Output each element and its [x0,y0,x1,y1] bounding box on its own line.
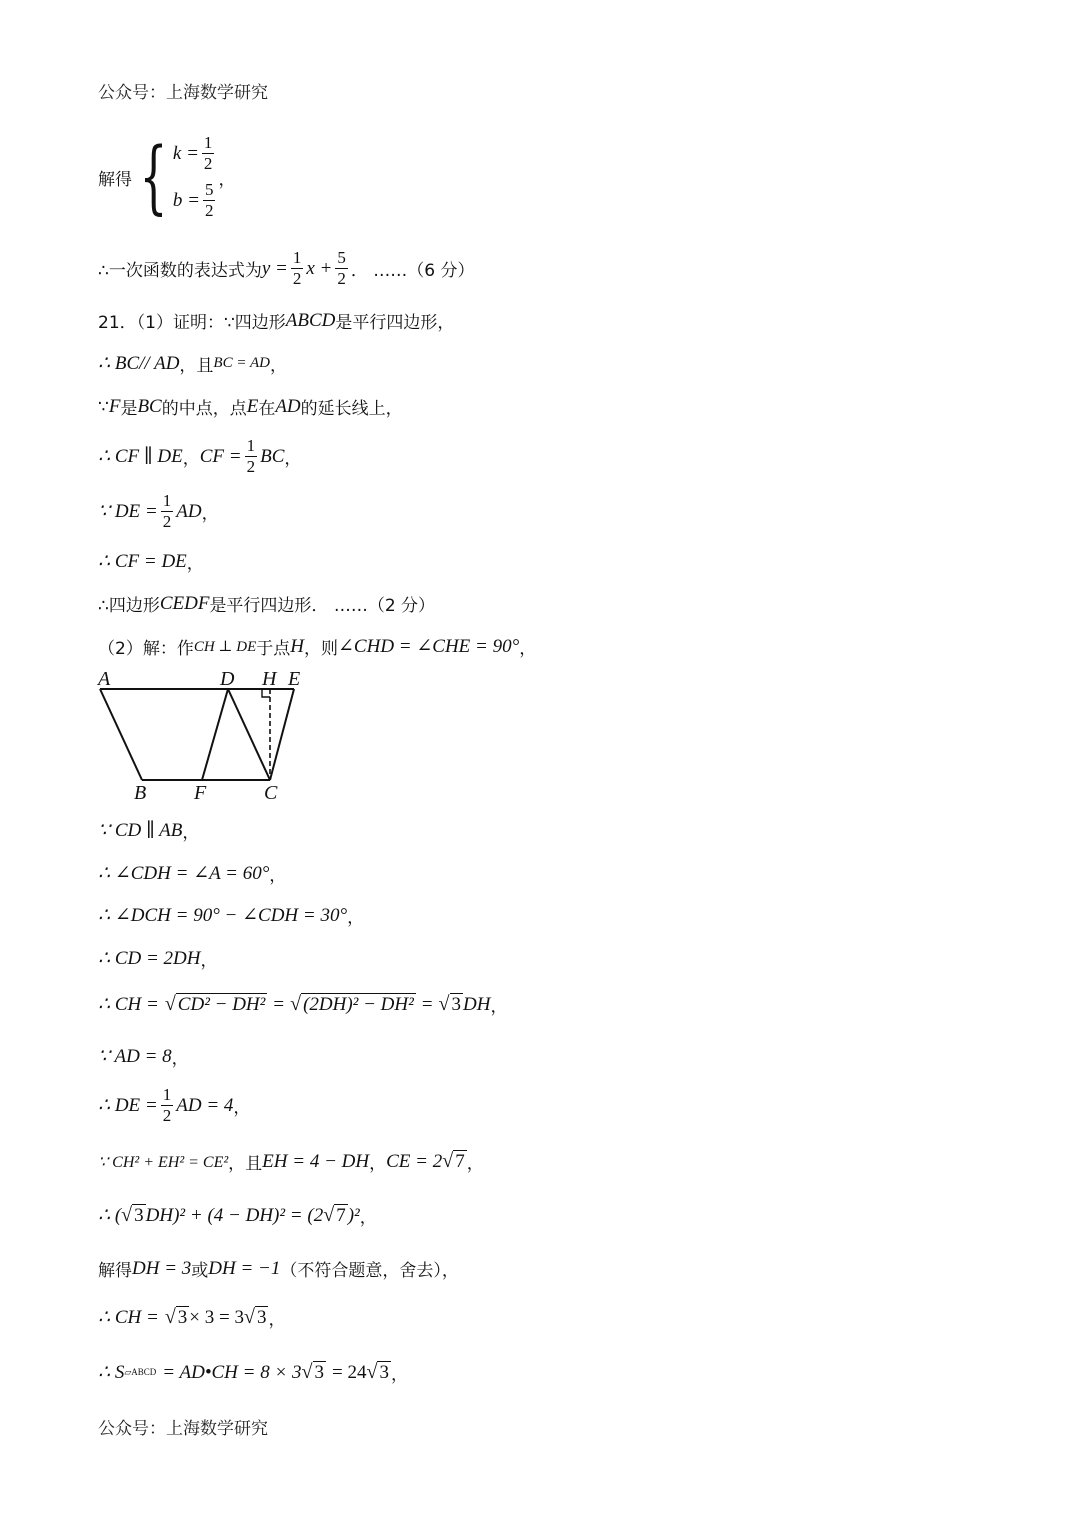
line-cd2 [98,946,218,971]
pyth-c: EH = 4 − DH [262,1150,370,1172]
line-df [202,689,228,780]
line-equation [98,1203,377,1228]
b-equation [173,180,219,221]
line-de-half [98,491,219,532]
pyth-a: ∵ CH² + EH² = CE² [98,1153,229,1171]
expr-x: x + [306,257,333,279]
area-sub: ▱ABCD [124,1367,157,1377]
area-sqrt1: √ 3 [301,1361,325,1383]
sqrt-1: √ CD² − DH² [164,993,266,1015]
line-de4 [98,1085,250,1126]
system-stack [173,133,219,221]
pyth-f: ， [466,1154,484,1174]
cdab-a: ∵ CD ∥ AB [98,820,183,841]
label-c: C [264,782,278,804]
de4-den: 2 [162,1106,172,1125]
bc-ad-c: BC = AD [213,355,270,371]
de-frac [161,491,174,532]
label-b: B [134,782,147,804]
p2-b: CH ⊥ DE [193,639,257,655]
f-d: 在 [258,399,276,419]
bc-ad-d: ， [269,356,287,376]
cfeq-a: ∴ CF = DE [98,551,187,572]
k-fraction [202,133,215,174]
eq-a: ∴ ( [98,1205,122,1226]
pyth-r: 7 [455,1151,465,1172]
k-den: 2 [203,154,213,173]
eq-sqrt7: √ 7 [323,1204,346,1226]
cd2-a: ∴ CD = 2DH [98,948,201,969]
ch-eq2: = [421,993,433,1015]
area-sqrt2: √ 3 [366,1361,389,1383]
line-ec [270,689,294,780]
f-ad: AD [275,395,301,417]
label-a: A [98,668,111,690]
pyth-d: ， [369,1154,387,1174]
line-ad8 [98,1044,189,1069]
f-bc: BC [137,395,162,417]
expression-line [98,248,474,289]
ch3-r1: 3 [177,1307,188,1328]
eq-d: ， [359,1208,377,1228]
line-ch-sqrt [98,992,507,1017]
cfde-b: ， [182,449,200,469]
expr-y: y = [261,257,288,279]
ch-r2: (2DH)² − DH² [303,994,414,1015]
ch3-a: ∴ CH = [98,1307,159,1328]
de4-num: 1 [162,1085,172,1104]
l21-text: 21．（1）证明：∵四边形 [98,313,286,333]
solve-b: DH = 3 [132,1257,192,1279]
k-equation [173,133,219,174]
f-a: ∵ [98,396,109,417]
bc-ad-a: ∴ BC// AD [98,353,180,374]
de-a: ∵ DE = [98,501,158,522]
k-lhs: k = [172,142,199,164]
cfde-a: ∴ CF ∥ DE [98,446,183,467]
f-tail: 的延长线上， [300,399,403,419]
solve-intro: 解得 [98,169,132,190]
cdh-b: ， [269,866,287,886]
label-e: E [288,668,301,690]
f-e: E [246,395,259,417]
p2-f: ∠CHD = ∠CHE = 90° [338,636,520,657]
cdab-b: ， [182,823,200,843]
page-header: 公众号：上海数学研究 [98,83,268,103]
p2-e: ，则 [304,639,339,659]
cedf-c: 是平行四边形． ……（2 分） [209,596,436,616]
line-part2 [98,634,536,659]
line-cedf [98,591,435,616]
line-cf-eq-de [98,549,204,574]
ch-a: ∴ CH = [98,994,159,1015]
expr-prefix: ∴一次函数的表达式为 [98,261,262,281]
cedf-a: ∴四边形 [98,596,160,616]
expr-d2: 2 [337,269,346,288]
area-a: ∴ S [98,1362,125,1383]
de-c: ， [201,504,219,524]
area-r2: 3 [379,1362,389,1383]
solve-e: （不符合题意，舍去）， [280,1261,459,1281]
ch3-sqrt1: √ 3 [164,1306,188,1328]
eq-b: DH)² + (4 − DH)² = (2 [145,1204,324,1226]
line-dc [228,689,270,780]
page-footer: 公众号：上海数学研究 [98,1419,268,1439]
line-ab [100,689,142,780]
line-solve-dh [98,1256,459,1281]
cfde-e: ， [284,449,302,469]
dch-b: ， [347,908,365,928]
cfde-c: CF = [199,445,242,467]
line-pythagoras [98,1149,484,1174]
cdh-a: ∴ ∠CDH = ∠A = 60° [98,863,270,884]
expr-n1: 1 [292,248,302,267]
cfde-frac [245,436,258,477]
line-area [98,1360,408,1385]
ch-eq: = [273,993,285,1015]
f-f: F [108,395,121,417]
ch3-c: ， [268,1310,286,1330]
b-fraction [203,180,216,221]
eq-r1: 3 [134,1205,144,1226]
cfde-den: 2 [246,457,256,476]
brace-icon: { [139,130,168,223]
label-h: H [262,668,277,690]
expr-frac1 [291,248,304,289]
ad8-b: ， [171,1049,189,1069]
l21-tail: 是平行四边形， [335,313,455,333]
pyth-b: ，且 [228,1154,263,1174]
de-num: 1 [162,491,172,510]
dch-a: ∴ ∠DCH = 90° − ∠CDH = 30° [98,905,348,926]
ch-r3: 3 [451,994,462,1015]
area-r1: 3 [314,1362,325,1383]
eq-c: )² [347,1204,360,1226]
sqrt-2: √ (2DH)² − DH² [290,993,414,1015]
ch-r1: CD² − DH² [177,994,266,1015]
cfde-d: BC [260,445,285,467]
ch-tail: DH [463,993,491,1015]
solve-a: 解得 [98,1261,132,1281]
line-ch-value [98,1305,285,1330]
cfde-num: 1 [246,436,256,455]
ad8-a: ∵ AD = 8 [98,1046,172,1067]
de4-frac [161,1085,174,1126]
parallelogram-figure [92,665,312,805]
p2-d: H [290,635,305,657]
b-lhs: b = [172,189,200,211]
de-den: 2 [162,512,172,531]
system-solution [98,130,236,223]
line-cdh [98,861,286,886]
cd2-b: ， [200,951,218,971]
ch-c: ， [490,997,508,1017]
b-den: 2 [204,201,214,220]
expr-frac2 [335,248,348,289]
sqrt-3: √ 3 [438,993,462,1015]
label-f: F [194,782,207,804]
right-angle-mark [262,689,270,697]
system-comma: ， [218,169,236,190]
eq-sqrt3: √ 3 [121,1204,144,1226]
expr-d1: 2 [292,269,302,288]
ch3-sqrt2: √ 3 [243,1306,267,1328]
f-c: 的中点，点 [161,399,247,419]
b-num: 5 [204,180,214,199]
de4-b: AD = 4 [176,1094,234,1116]
de-b: AD [176,500,202,522]
sqrt-7: √ 7 [442,1150,465,1172]
solve-d: DH = −1 [208,1257,281,1279]
expr-suffix: ． ……（6 分） [350,261,475,281]
area-d: ， [390,1365,408,1385]
cedf-b: CEDF [159,592,210,614]
line-21 [98,308,454,333]
bc-ad-b: ，且 [179,356,214,376]
line-cd-ab [98,818,199,843]
line-dch [98,903,364,928]
p2-a: （2）解：作 [98,639,194,659]
de4-a: ∴ DE = [98,1095,158,1116]
pyth-e: CE = 2 [386,1150,443,1172]
ch3-r2: 3 [256,1307,267,1328]
line-bc-ad [98,351,287,376]
line-cf-de [98,436,301,477]
f-b: 是 [120,399,138,419]
l21-abcd: ABCD [285,309,336,331]
k-num: 1 [203,133,213,152]
expr-n2: 5 [337,248,346,267]
area-c: = 24 [332,1361,367,1383]
p2-g: ， [519,639,537,659]
cfeq-b: ， [186,554,204,574]
line-f-midpoint [98,394,403,419]
de4-c: ， [233,1098,251,1118]
p2-c: 于点 [256,639,291,659]
label-d: D [220,668,235,690]
area-b: = AD•CH = 8 × 3 [162,1361,302,1383]
ch3-b: × 3 = 3 [189,1306,244,1328]
eq-r2: 7 [336,1205,346,1226]
solve-c: 或 [191,1261,209,1281]
